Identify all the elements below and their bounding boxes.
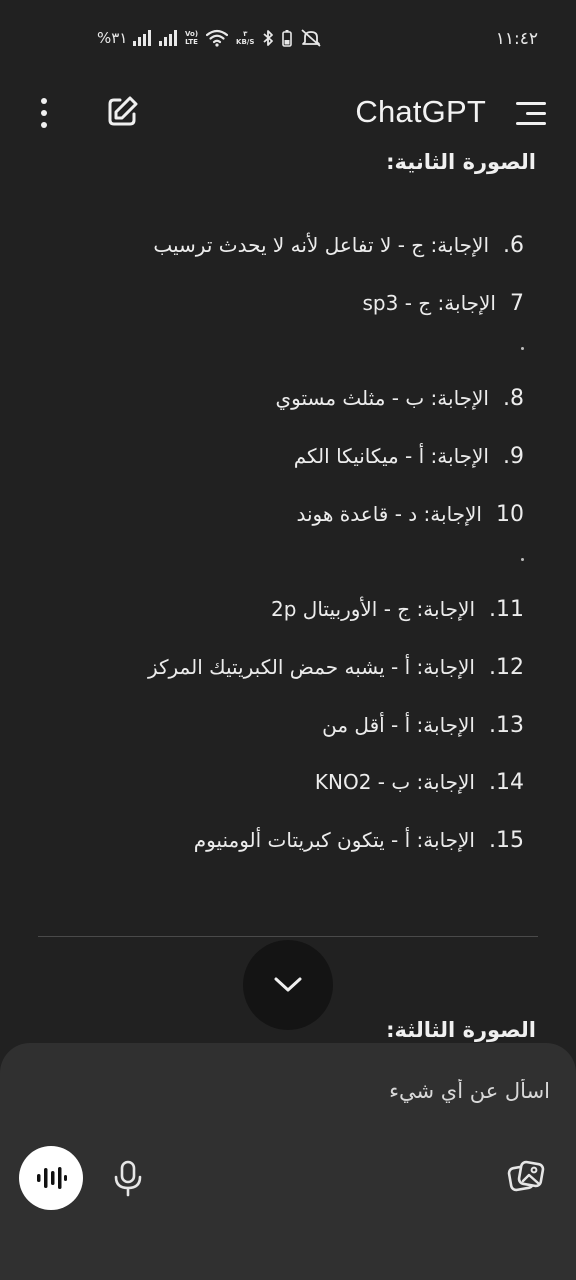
answer-text: الإجابة: أ - يتكون كبريتات ألومنيوم: [193, 828, 475, 852]
mute-icon: [300, 29, 322, 47]
volte-label-bottom: LTE: [185, 38, 198, 46]
answer-item: [294, 439, 524, 473]
answer-number: .6: [503, 232, 524, 258]
new-chat-icon[interactable]: [104, 94, 140, 130]
battery-level: %٣١: [97, 29, 128, 47]
chevron-down-icon: [273, 976, 303, 994]
answer-number: .12: [489, 654, 524, 680]
signal-icon: [133, 30, 151, 46]
answer-item: [296, 497, 524, 531]
answer-number: .15: [489, 827, 524, 853]
app-title: ChatGPT: [355, 94, 486, 129]
clock: ١١:٤٢: [495, 29, 538, 49]
microphone-button[interactable]: [110, 1158, 146, 1198]
answer-number: .14: [489, 769, 524, 795]
image-attach-icon: [506, 1157, 546, 1197]
list-dot: [521, 347, 524, 350]
signal-icon-2: [159, 30, 177, 46]
scroll-down-button[interactable]: [243, 940, 333, 1030]
data-speed: [236, 30, 254, 46]
volte-icon: [185, 30, 198, 46]
status-bar: [0, 0, 576, 78]
answer-text: الإجابة: ج - sp3: [362, 291, 496, 315]
voice-mode-button[interactable]: [19, 1146, 83, 1210]
wifi-icon: [206, 29, 228, 47]
data-speed-value: ٣: [243, 30, 248, 38]
composer: [0, 1043, 576, 1280]
answer-item: [363, 286, 525, 320]
message-input[interactable]: [50, 1071, 550, 1111]
answer-text: الإجابة: أ - أقل من: [322, 713, 475, 737]
chat-content: [0, 148, 576, 1048]
answer-text: الإجابة: أ - ميكانيكا الكم: [293, 444, 489, 468]
answer-number: .11: [489, 596, 524, 622]
image-attach-button[interactable]: [506, 1157, 546, 1197]
volte-label-top: Vo): [185, 30, 199, 38]
answer-number: 7: [510, 290, 524, 316]
answer-text: الإجابة: أ - يشبه حمض الكبريتيك المركز: [147, 655, 475, 679]
more-vertical-icon[interactable]: [36, 96, 54, 130]
section-heading: الصورة الثالثة:: [386, 1018, 536, 1042]
answer-item: [275, 381, 524, 415]
list-dot: [521, 558, 524, 561]
battery-icon: [282, 29, 292, 47]
section-heading: الصورة الثانية:: [386, 150, 536, 174]
hamburger-icon[interactable]: [516, 100, 546, 124]
answer-text: الإجابة: ب - مثلث مستوي: [275, 386, 489, 410]
bluetooth-icon: [262, 29, 274, 47]
answer-item: [271, 592, 524, 626]
divider: [38, 936, 538, 937]
answer-number: .13: [489, 712, 524, 738]
app-header: [0, 78, 576, 148]
status-icons: [133, 26, 322, 50]
answer-number: .8: [503, 385, 524, 411]
answer-item: [148, 650, 524, 684]
microphone-icon: [110, 1158, 146, 1198]
answer-item: [153, 228, 524, 262]
answer-item: [194, 823, 524, 857]
answer-number: 10: [496, 501, 524, 527]
answer-text: الإجابة: ج - لا تفاعل لأنه لا يحدث ترسيب: [153, 233, 489, 257]
answer-text: الإجابة: ب - KNO2: [314, 770, 475, 794]
data-speed-unit: KB/S: [236, 38, 255, 46]
answer-number: .9: [503, 443, 524, 469]
voice-waveform-icon: [35, 1164, 67, 1192]
answer-item: [315, 765, 524, 799]
answer-text: الإجابة: د - قاعدة هوند: [296, 502, 482, 526]
answer-text: الإجابة: ج - الأوربيتال 2p: [271, 597, 475, 621]
answer-item: [322, 708, 524, 742]
